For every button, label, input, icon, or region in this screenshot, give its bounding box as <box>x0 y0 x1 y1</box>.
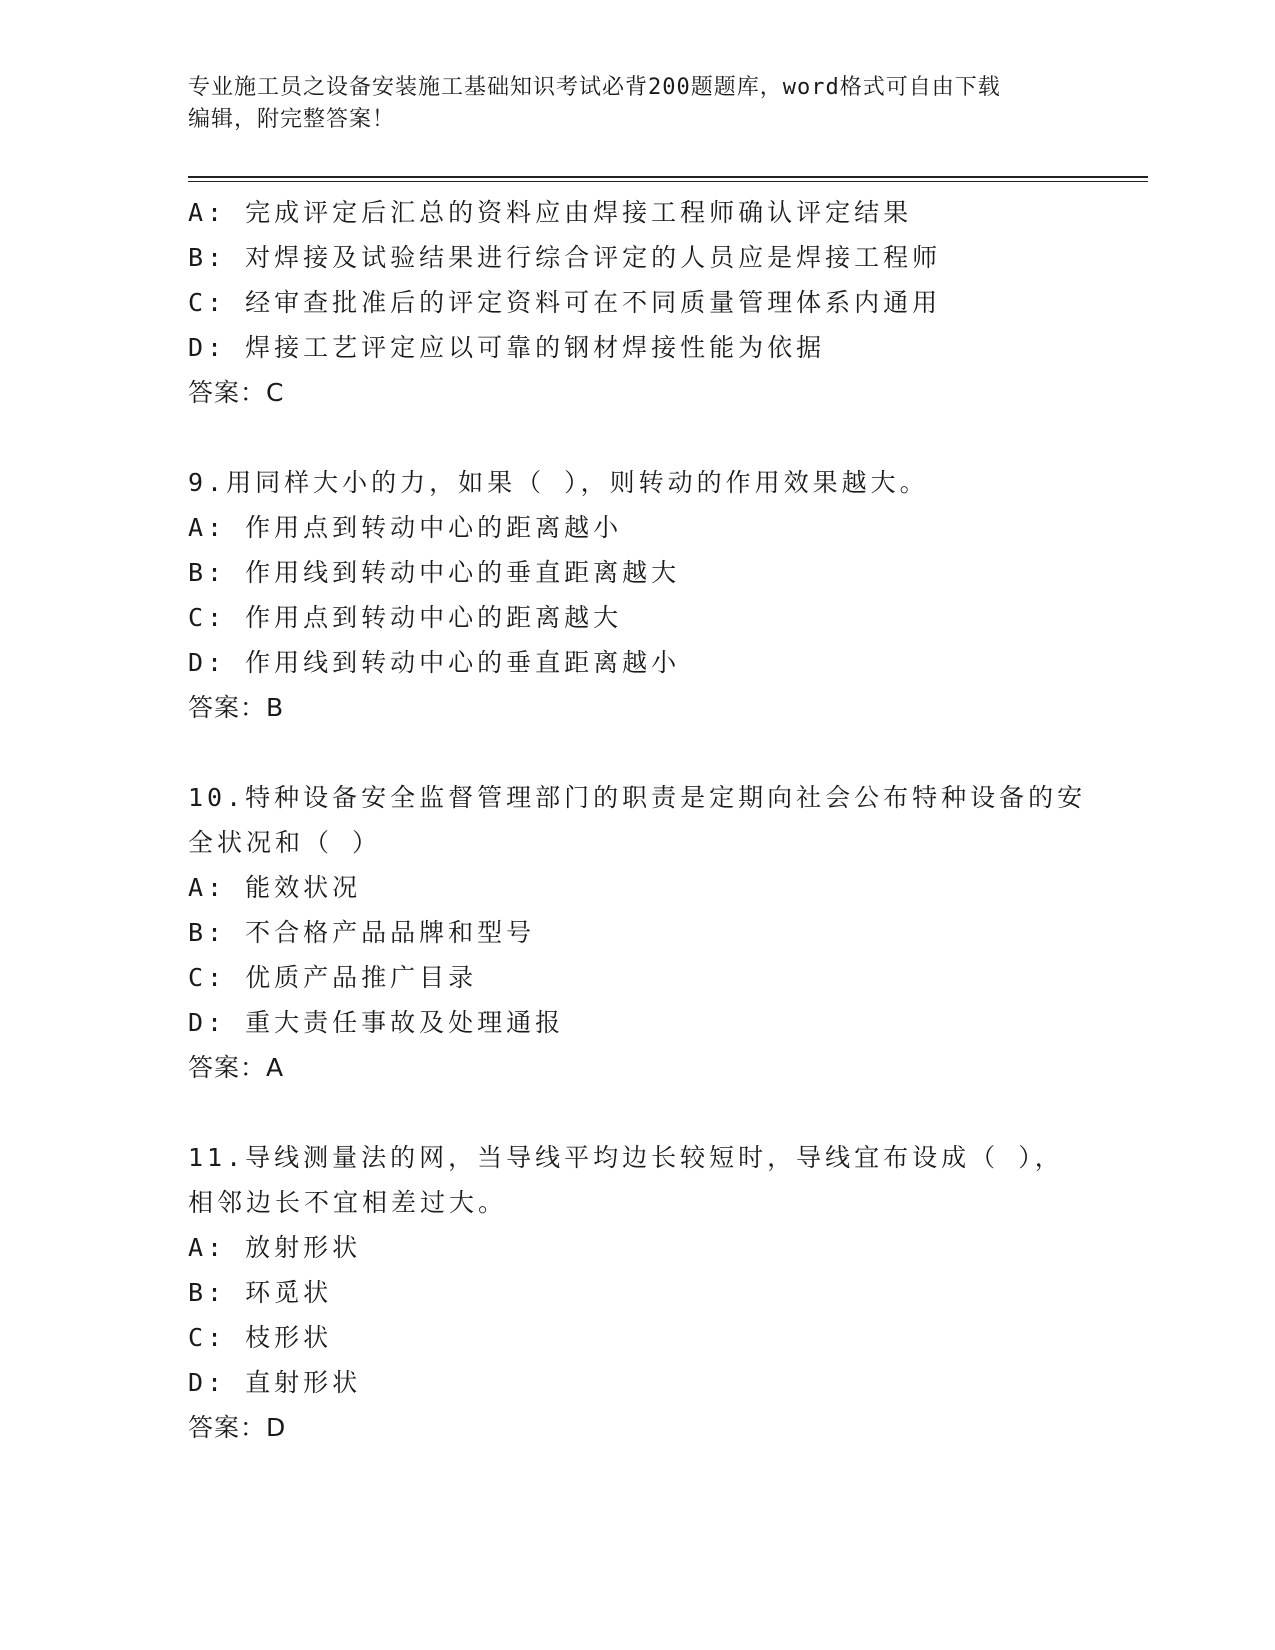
document-header <box>188 72 1088 136</box>
option-b: B: 作用线到转动中心的垂直距离越大 <box>188 558 681 587</box>
option-c: C: 作用点到转动中心的距离越大 <box>188 603 623 632</box>
question-text-line-1: 10.特种设备安全监督管理部门的职责是定期向社会公布特种设备的安 <box>188 783 1087 812</box>
option-d: D: 直射形状 <box>188 1368 362 1397</box>
answer: 答案：A <box>188 1053 285 1082</box>
question-text-line-1: 11.导线测量法的网，当导线平均边长较短时，导线宜布设成（ ）， <box>188 1143 1064 1172</box>
option-c: C: 经审查批准后的评定资料可在不同质量管理体系内通用 <box>188 288 942 317</box>
question-text-line-2: 相邻边长不宜相差过大。 <box>188 1188 508 1217</box>
option-a: A: 能效状况 <box>188 873 362 902</box>
answer: 答案：C <box>188 378 285 407</box>
question-10 <box>188 775 1088 1090</box>
option-d: D: 焊接工艺评定应以可靠的钢材焊接性能为依据 <box>188 333 826 362</box>
question-text: 9.用同样大小的力，如果（ ），则转动的作用效果越大。 <box>188 468 929 497</box>
header-divider-thin <box>188 181 1148 182</box>
option-a: A: 放射形状 <box>188 1233 362 1262</box>
answer: 答案：D <box>188 1413 287 1442</box>
question-list <box>188 190 1088 1450</box>
question-8 <box>188 190 1088 415</box>
option-d: D: 重大责任事故及处理通报 <box>188 1008 565 1037</box>
header-title-line-1: 专业施工员之设备安装施工基础知识考试必背200题题库，word格式可自由下载 <box>188 75 1001 100</box>
question-9 <box>188 460 1088 730</box>
header-title-line-2: 编辑，附完整答案！ <box>188 107 396 132</box>
option-b: B: 对焊接及试验结果进行综合评定的人员应是焊接工程师 <box>188 243 942 272</box>
option-c: C: 枝形状 <box>188 1323 333 1352</box>
question-text-line-2: 全状况和（ ） <box>188 828 382 857</box>
option-c: C: 优质产品推广目录 <box>188 963 478 992</box>
option-b: B: 不合格产品品牌和型号 <box>188 918 536 947</box>
option-a: A: 作用点到转动中心的距离越小 <box>188 513 623 542</box>
option-a: A: 完成评定后汇总的资料应由焊接工程师确认评定结果 <box>188 198 913 227</box>
option-d: D: 作用线到转动中心的垂直距离越小 <box>188 648 681 677</box>
question-11 <box>188 1135 1088 1450</box>
option-b: B: 环觅状 <box>188 1278 333 1307</box>
answer: 答案：B <box>188 693 285 722</box>
header-divider <box>188 176 1148 178</box>
